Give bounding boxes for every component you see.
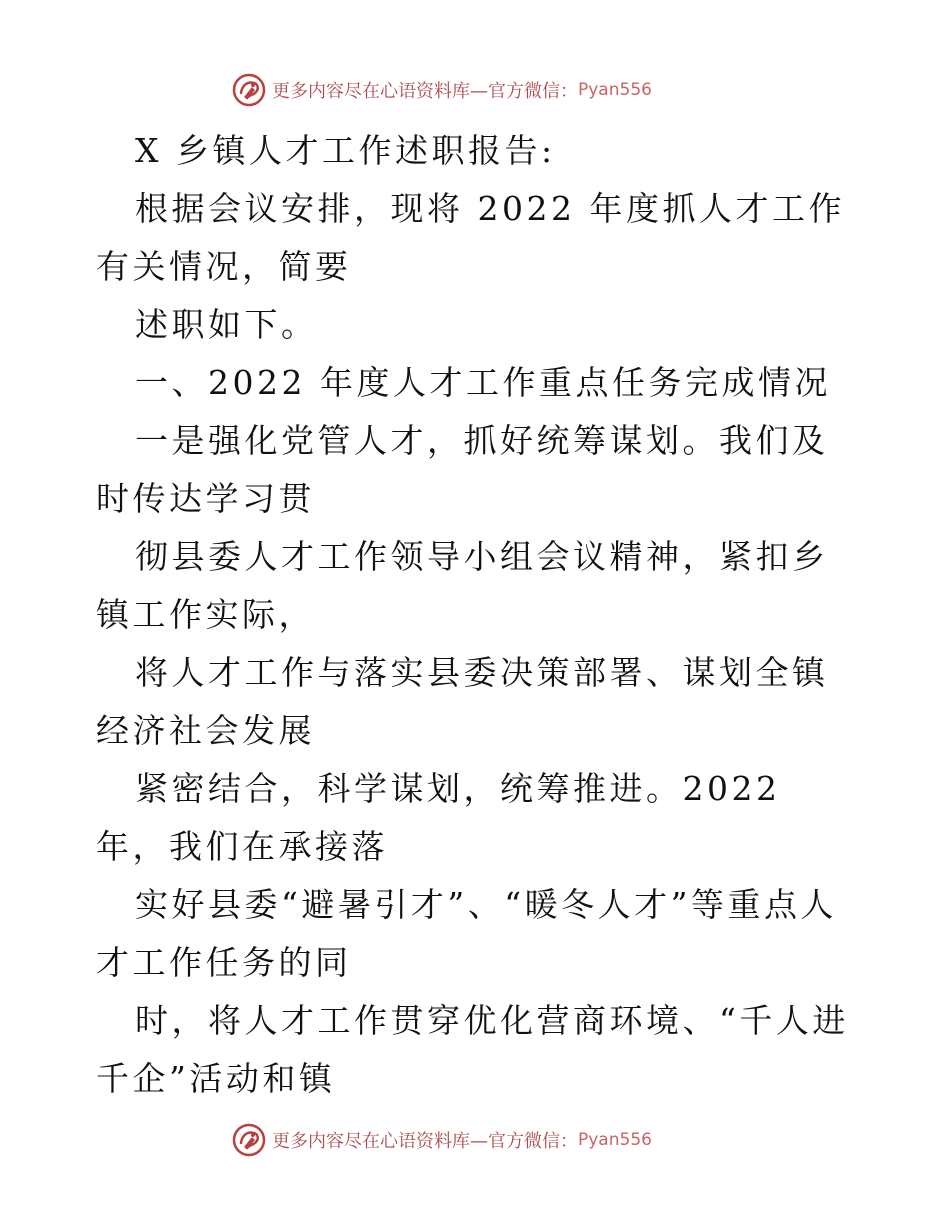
banner-wechat-id: Pyan556: [578, 1130, 652, 1150]
doc-section-heading: 一、2022 年度人才工作重点任务完成情况: [135, 363, 831, 402]
brain-book-logo-icon: [232, 73, 266, 107]
doc-paragraph: 一是强化党管人才，抓好统筹谋划。我们及时传达学习贯: [96, 421, 829, 518]
doc-paragraph: 实好县委“避暑引才”、“暖冬人才”等重点人才工作任务的同: [96, 885, 837, 982]
watermark-banner-top: [232, 70, 652, 110]
doc-paragraph: 时，将人才工作贯穿优化营商环境、“千人进千企”活动和镇: [96, 1001, 849, 1098]
banner-wechat-id: Pyan556: [578, 80, 652, 100]
doc-paragraph: 述职如下。: [135, 305, 318, 344]
banner-text: 更多内容尽在心语资料库—官方微信：: [272, 81, 578, 102]
doc-paragraph: 彻县委人才工作领导小组会议精神，紧扣乡镇工作实际，: [96, 537, 829, 634]
watermark-banner-bottom: [232, 1120, 652, 1160]
doc-paragraph: 根据会议安排，现将 2022 年度抓人才工作有关情况，简要: [96, 189, 845, 286]
document-body: [96, 122, 856, 1108]
brain-book-logo-icon: [232, 1123, 266, 1157]
doc-title: X 乡镇人才工作述职报告:: [135, 131, 556, 170]
doc-paragraph: 紧密结合，科学谋划，统筹推进。2022 年，我们在承接落: [96, 769, 781, 866]
banner-text: 更多内容尽在心语资料库—官方微信：: [272, 1131, 578, 1152]
doc-paragraph: 将人才工作与落实县委决策部署、谋划全镇经济社会发展: [96, 653, 829, 750]
